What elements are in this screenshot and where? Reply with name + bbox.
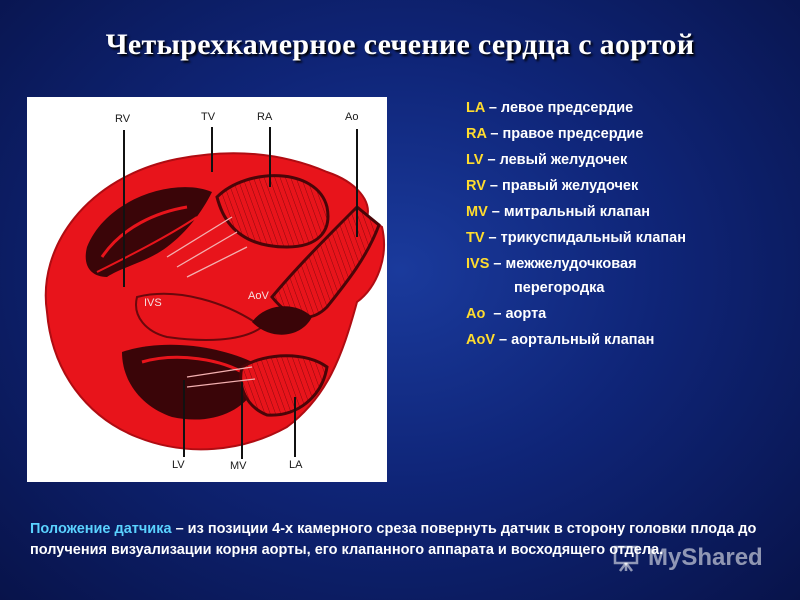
- label-tv: TV: [201, 111, 216, 123]
- probe-position-heading: Положение датчика: [30, 521, 172, 537]
- label-aov: AoV: [248, 290, 269, 302]
- legend-item-aov: AoV – аортальный клапан: [466, 332, 655, 348]
- heart-illustration: [27, 97, 387, 482]
- legend-item-rv: RV – правый желудочек: [466, 178, 639, 194]
- legend-item-lv: LV – левый желудочек: [466, 152, 628, 168]
- label-ao: Ao: [345, 111, 359, 123]
- la-chamber: [241, 356, 327, 415]
- abbreviation-legend: [466, 98, 786, 356]
- label-rv: RV: [115, 113, 131, 125]
- probe-position-text: – из позиции 4-х камерного среза повернуть датчик в сторону головки плода до получения визуализации корня аорты, его клапанного аппарата и восходящего отдела.: [30, 521, 757, 558]
- legend-item-tv: TV – трикуспидальный клапан: [466, 230, 686, 246]
- label-ra: RA: [257, 111, 273, 123]
- legend-item-la: LA – левое предсердие: [466, 100, 634, 116]
- legend-item-ao: Ao – аорта: [466, 306, 547, 322]
- watermark: [612, 543, 763, 573]
- label-la: LA: [289, 459, 303, 471]
- legend-item-ivs: IVS – межжелудочковая: [466, 256, 637, 272]
- label-lv: LV: [172, 459, 185, 471]
- legend-item-mv: MV – митральный клапан: [466, 204, 651, 220]
- legend-item-ra: RA – правое предсердие: [466, 126, 644, 142]
- watermark-text: MyShared: [648, 544, 763, 571]
- slide-title: Четырехкамерное сечение сердца с аортой: [105, 28, 695, 61]
- legend-item-ivs-continued: перегородка: [514, 280, 605, 296]
- label-ivs: IVS: [144, 297, 162, 309]
- myshared-logo-icon: [612, 543, 642, 573]
- heart-diagram: [27, 97, 387, 482]
- label-mv: MV: [230, 460, 247, 472]
